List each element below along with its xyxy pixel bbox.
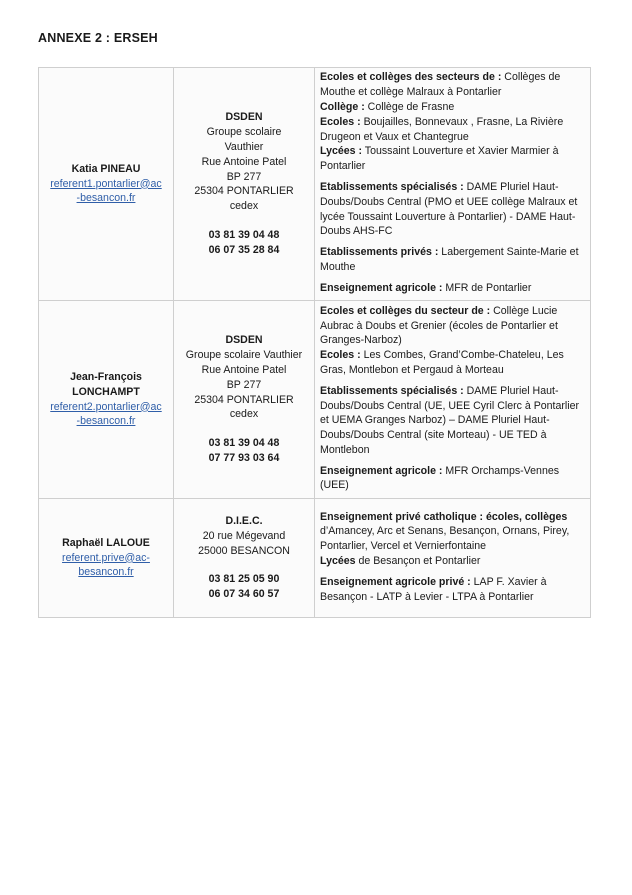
phone-number: 03 81 25 05 90 [208, 573, 280, 586]
sectors-cell [315, 68, 591, 301]
sector-paragraph: Ecoles et collèges du secteur de : Collège Lucie Aubrac à Doubs et Grenier (écoles de Pontarlier et Granges-Narboz) Ecoles : Les Combes, Grand’Combe-Chateleu, Les Gras, Montlebon et Pergaud à Morteau [320, 304, 564, 376]
referent-cell [39, 301, 174, 499]
phone-number: 06 07 35 28 84 [208, 243, 280, 256]
address-line: BP 277 [226, 378, 262, 391]
table-row [39, 499, 591, 618]
sector-paragraph: Enseignement agricole privé : LAP F. Xavier à Besançon - LATP à Levier - LTPA à Pontarlier [320, 575, 547, 603]
address-cell [174, 301, 315, 499]
phone-number: 03 81 39 04 48 [208, 437, 280, 450]
referents-table [38, 67, 591, 618]
sector-paragraph: Enseignement agricole : MFR Orchamps-Vennes (UEE) [320, 464, 560, 492]
phone-number: 06 07 34 60 57 [208, 588, 280, 601]
address-line: Vauthier [224, 141, 264, 153]
sectors-cell [315, 499, 591, 618]
sectors-cell [315, 301, 591, 499]
phone-numbers [177, 436, 311, 466]
referent-cell [39, 68, 174, 301]
address-line: cedex [229, 200, 259, 213]
address-line: Rue Antoine Patel [201, 155, 287, 168]
sector-paragraph: Etablissements privés : Labergement Sainte-Marie et Mouthe [320, 246, 579, 273]
organization-name: DSDEN [225, 111, 263, 124]
table-row [39, 68, 591, 301]
address-line: 25304 PONTARLIER [194, 185, 294, 198]
address-line: BP 277 [226, 170, 262, 183]
referent-cell [39, 499, 174, 618]
address-line: 25000 BESANCON [198, 544, 290, 557]
address-line: cedex [229, 408, 259, 421]
sector-paragraph: Etablissements spécialisés : DAME Pluriel Haut-Doubs/Doubs Central (UE, UEE Cyril Clerc à Pontarlier et UEMA Granges Narboz) – DAME Pluriel Haut-Doubs/Doubs Central (site Morteau) - UE TED à Montlebon [320, 384, 580, 456]
phone-number: 07 77 93 03 64 [208, 451, 280, 464]
referent-name: Jean-François LONCHAMPT [70, 370, 142, 398]
address-line: Groupe scolaire Vauthier [185, 349, 303, 362]
referent-email-link[interactable]: referent.prive@ac- besancon.fr [62, 551, 150, 579]
table-row [39, 301, 591, 499]
referent-email-link[interactable]: referent1.pontarlier@ac -besancon.fr [50, 177, 162, 205]
page-title: ANNEXE 2 : ERSEH [38, 31, 158, 45]
address-line: Rue Antoine Patel [201, 363, 287, 376]
sector-paragraph: Ecoles et collèges des secteurs de : Collèges de Mouthe et collège Malraux à Pontarlier Collège : Collège de Frasne Ecoles : Boujailles, Bonnevaux , Frasne, La Rivière Drugeon et Vaux et Chantegrue Lycées : Toussaint Louverture et Xavier Marmier à Pontarlier [320, 71, 564, 173]
referent-name: Katia PINEAU [71, 162, 141, 175]
address-line: 25304 PONTARLIER [194, 393, 294, 406]
phone-numbers [177, 228, 311, 258]
address-cell [174, 499, 315, 618]
phone-number: 03 81 39 04 48 [208, 228, 280, 241]
sector-paragraph: Enseignement privé catholique : écoles, collèges d’Amancey, Arc et Senans, Besançon, Ornans, Pirey, Pontarlier, Vercel et Vernierfontaine Lycées de Besançon et Pontarlier [320, 510, 570, 567]
phone-numbers [177, 572, 311, 602]
address-cell [174, 68, 315, 301]
organization-name: D.I.E.C. [225, 515, 263, 527]
sector-paragraph: Etablissements spécialisés : DAME Pluriel Haut-Doubs/Doubs Central (PMO et UEE collège Malraux et lycée Toussaint Louverture à Pontarlier) - DAME Haut-Doubs AHS-FC [320, 181, 578, 238]
organization-name: DSDEN [225, 334, 263, 347]
address-line: 20 rue Mégevand [202, 529, 286, 542]
sector-paragraph: Enseignement agricole : MFR de Pontarlier [320, 281, 532, 294]
referent-name: Raphaël LALOUE [62, 536, 150, 549]
address-line: Groupe scolaire [206, 126, 282, 139]
referent-email-link[interactable]: referent2.pontarlier@ac -besancon.fr [50, 400, 162, 428]
